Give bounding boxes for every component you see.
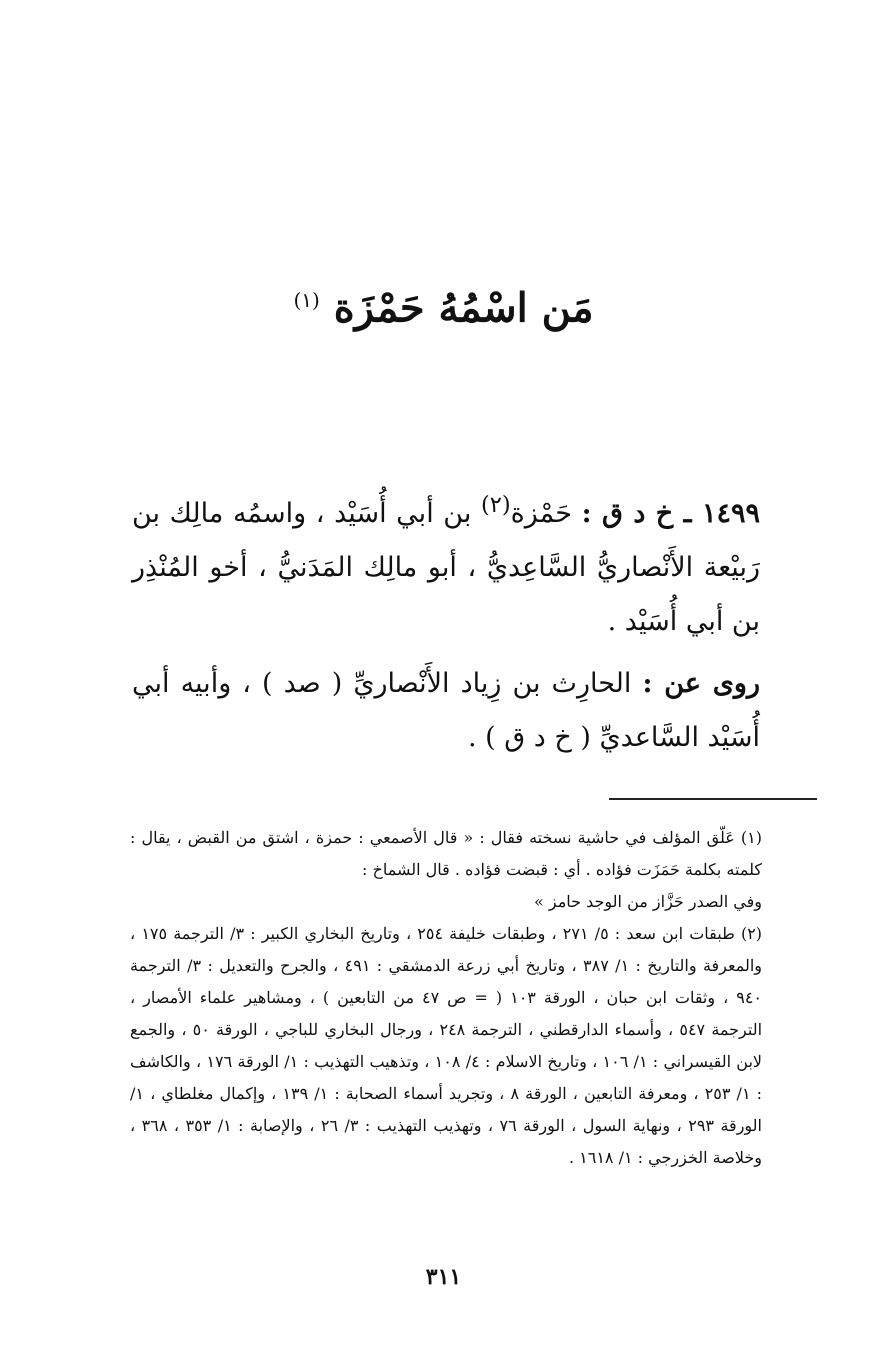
entry-name: حَمْزة [510, 498, 582, 529]
biography-entry [132, 478, 760, 773]
section-heading [0, 270, 887, 338]
entry-paragraph [132, 478, 760, 649]
riwaya-text: الحارِث بن زِياد الأَنْصاريِّ ( صد ) ، وأبيه أبي أُسَيْد السَّاعديِّ ( خ د ق ) . [132, 668, 760, 753]
footnote-divider [609, 798, 817, 800]
section-heading-title: مَن اسْمُهُ حَمْزَة [333, 284, 594, 332]
footnote-1-verse: وفي الصدر حَزَّاز من الوجد حامز » [533, 892, 762, 911]
heading-footnote-ref: (١) [293, 288, 320, 312]
footnote-2: (٢) طبقات ابن سعد : ٥/ ٢٧١ ، وطبقات خليفة ٢٥٤ ، وتاريخ البخاري الكبير : ٣/ الترجمة ١٧٥ ، والمعرفة والتاريخ : ١/ ٣٨٧ ، وتاريخ أبي زرعة الدمشقي : ٤٩١ ، والجرح والتعديل : ٣/ الترجمة ٩٤٠ ، وثقات ابن حبان ، الورقة ١٠٣ ( = ص ٤٧ من التابعين ) ، ومشاهير علماء الأمصار ، الترجمة ٥٤٧ ، وأسماء الدارقطني ، الترجمة ٢٤٨ ، ورجال البخاري للباجي ، الورقة ٥٠ ، والجمع لابن القيسراني : ١/ ١٠٦ ، وتاريخ الاسلام : ٤/ ١٠٨ ، وتذهيب التهذيب : ١/ الورقة ١٧٦ ، والكاشف : ١/ ٢٥٣ ، ومعرفة التابعين ، الورقة ٨ ، وتجريد أسماء الصحابة : ١/ ١٣٩ ، وإكمال مغلطاي ، ١/ الورقة ٢٩٣ ، ونهاية السول ، الورقة ٧٦ ، وتهذيب التهذيب : ٣/ ٢٦ ، والإصابة : ١/ ٣٥٣ ، ٣٦٨ ، وخلاصة الخزرجي : ١/ ١٦١٨ . [130, 924, 763, 1167]
riwaya-paragraph [132, 657, 760, 765]
riwaya-label: روى عن : [642, 668, 761, 699]
page-number: ٣١١ [425, 1264, 462, 1290]
entry-footnote-ref: (٢) [480, 492, 511, 518]
entry-number: ١٤٩٩ ـ خ د ق : [581, 498, 761, 529]
footnotes [130, 822, 762, 1174]
footnote-1: (١) عَلّق المؤلف في حاشية نسخته فقال : « قال الأصمعي : حمزة ، اشتق من القبض ، يقال : كلمته بكلمة حَمَزَت فؤاده . أي : قبضت فؤاده . قال الشماخ : [130, 828, 762, 879]
entry-description: بن أبي أُسَيْد ، واسمُه مالِك بن رَبيْعة الأَنْصاريُّ السَّاعِديُّ ، أبو مالِك المَدَنيُّ ، أخو المُنْذِر بن أبي أُسَيْد . [132, 498, 760, 637]
